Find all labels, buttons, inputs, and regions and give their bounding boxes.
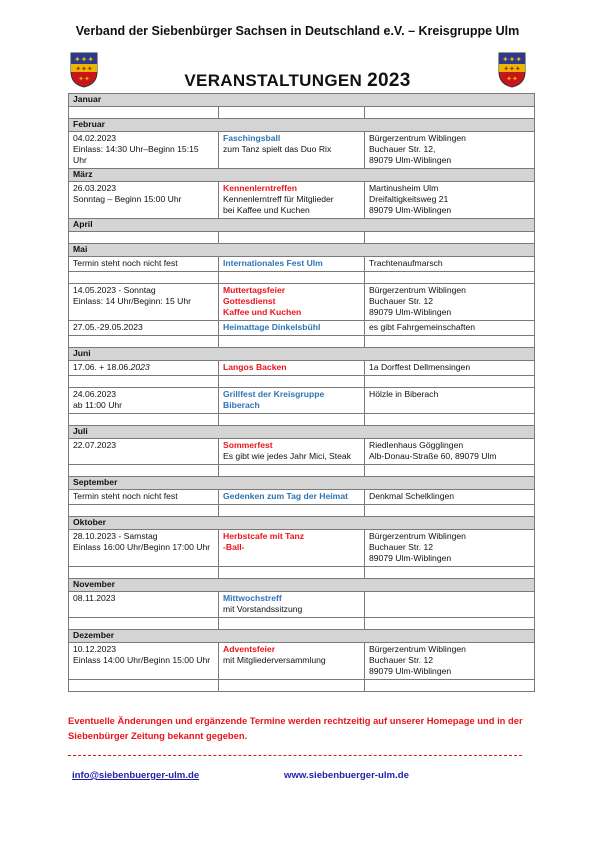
month-row-januar (69, 94, 535, 107)
table-row (69, 505, 535, 517)
event-title: Muttertagsfeier Gottesdienst Kaffee und Kuchen (219, 284, 365, 321)
email-link[interactable]: info@siebenbuerger-ulm.de (72, 770, 200, 781)
event-date: 10.12.2023 Einlass 14:00 Uhr/Beginn 15:00 Uhr (69, 643, 219, 680)
event-date: 26.03.2023 Sonntag – Beginn 15:00 Uhr (69, 182, 219, 219)
dashed-divider (68, 755, 522, 756)
month-row-april (69, 219, 535, 232)
title-text: VERANSTALTUNGEN (184, 71, 363, 90)
month-label: November (69, 579, 535, 592)
month-label: Mai (69, 244, 535, 257)
event-title: Sommerfest Es gibt wie jedes Jahr Mici, Steak (219, 439, 365, 465)
month-label: Juli (69, 426, 535, 439)
website-link[interactable]: www.siebenbuerger-ulm.de (284, 770, 409, 781)
month-label: Oktober (69, 517, 535, 530)
event-date: 24.06.2023 ab 11:00 Uhr (69, 388, 219, 414)
event-title: Faschingsball zum Tanz spielt das Duo Rix (219, 132, 365, 169)
table-row (69, 182, 535, 219)
event-title: Internationales Fest Ulm (219, 257, 365, 272)
event-date: 28.10.2023 - Samstag Einlass 16:00 Uhr/Beginn 17:00 Uhr (69, 530, 219, 567)
page-title (0, 70, 595, 92)
svg-text:✦✦✦: ✦✦✦ (75, 65, 93, 73)
event-date: 14.05.2023 - Sonntag Einlass: 14 Uhr/Beginn: 15 Uhr (69, 284, 219, 321)
event-location: Martinusheim Ulm Dreifaltigkeitsweg 21 89079 Ulm-Wiblingen (365, 182, 535, 219)
event-date: 04.02.2023 Einlass: 14:30 Uhr–Beginn 15:15 Uhr (69, 132, 219, 169)
event-title: Mittwochstreff mit Vorstandssitzung (219, 592, 365, 618)
event-title: Gedenken zum Tag der Heimat (219, 490, 365, 505)
event-date: 22.07.2023 (69, 439, 219, 465)
event-date: 08.11.2023 (69, 592, 219, 618)
table-row (69, 592, 535, 618)
month-label: April (69, 219, 535, 232)
table-row (69, 414, 535, 426)
table-row (69, 132, 535, 169)
month-row-februar (69, 119, 535, 132)
table-row (69, 272, 535, 284)
event-location: Bürgerzentrum Wiblingen Buchauer Str. 12 89079 Ulm-Wiblingen (365, 530, 535, 567)
event-date: 17.06. + 18.06.2023 (69, 361, 219, 376)
table-row (69, 618, 535, 630)
table-row (69, 361, 535, 376)
month-row-november (69, 579, 535, 592)
event-location: Bürgerzentrum Wiblingen Buchauer Str. 12, 89079 Ulm-Wiblingen (365, 132, 535, 169)
table-row (69, 284, 535, 321)
event-date: 27.05.-29.05.2023 (69, 321, 219, 336)
month-row-dezember (69, 630, 535, 643)
month-label: September (69, 477, 535, 490)
month-row-maerz (69, 169, 535, 182)
month-label: März (69, 169, 535, 182)
month-label: Februar (69, 119, 535, 132)
event-location (365, 592, 535, 618)
month-label: Juni (69, 348, 535, 361)
event-date: Termin steht noch nicht fest (69, 490, 219, 505)
event-title: Grillfest der Kreisgruppe Biberach (219, 388, 365, 414)
table-row (69, 567, 535, 579)
organization-header: Verband der Siebenbürger Sachsen in Deutschland e.V. – Kreisgruppe Ulm (75, 24, 520, 38)
svg-text:✦✦: ✦✦ (78, 75, 90, 83)
month-row-juli (69, 426, 535, 439)
event-location: Bürgerzentrum Wiblingen Buchauer Str. 12 89079 Ulm-Wiblingen (365, 284, 535, 321)
event-title: Heimattage Dinkelsbühl (219, 321, 365, 336)
month-label: Januar (69, 94, 535, 107)
svg-text:✦✦✦: ✦✦✦ (503, 65, 521, 73)
month-row-oktober (69, 517, 535, 530)
event-location: Trachtenaufmarsch (365, 257, 535, 272)
table-row (69, 232, 535, 244)
events-table (68, 93, 535, 692)
table-row (69, 439, 535, 465)
event-date: Termin steht noch nicht fest (69, 257, 219, 272)
table-row (69, 490, 535, 505)
table-row (69, 680, 535, 692)
svg-text:✦✦✦: ✦✦✦ (501, 55, 523, 64)
event-title: Kennenlerntreffen Kennenlerntreff für Mitglieder bei Kaffee und Kuchen (219, 182, 365, 219)
table-row (69, 376, 535, 388)
month-row-mai (69, 244, 535, 257)
table-row (69, 336, 535, 348)
table-row (69, 257, 535, 272)
event-location: es gibt Fahrgemeinschaften (365, 321, 535, 336)
event-location: Denkmal Schelklingen (365, 490, 535, 505)
table-row (69, 465, 535, 477)
month-label: Dezember (69, 630, 535, 643)
table-row (69, 321, 535, 336)
event-title: Adventsfeier mit Mitgliederversammlung (219, 643, 365, 680)
month-row-juni (69, 348, 535, 361)
event-location: 1a Dorffest Dellmensingen (365, 361, 535, 376)
event-title: Langos Backen (219, 361, 365, 376)
table-row (69, 643, 535, 680)
table-row (69, 530, 535, 567)
event-title: Herbstcafe mit Tanz -Ball- (219, 530, 365, 567)
changes-notice: Eventuelle Änderungen und ergänzende Termine werden rechtzeitig auf unserer Homepage und in der Siebenbürger Zeitung bekannt gegeben. (68, 715, 523, 741)
table-row (69, 388, 535, 414)
svg-text:✦✦: ✦✦ (506, 75, 518, 83)
title-year: 2023 (367, 70, 411, 91)
month-row-september (69, 477, 535, 490)
event-location: Hölzle in Biberach (365, 388, 535, 414)
svg-text:✦✦✦: ✦✦✦ (73, 55, 95, 64)
table-row (69, 107, 535, 119)
event-location: Riedlenhaus Gögglingen Alb-Donau-Straße 60, 89079 Ulm (365, 439, 535, 465)
event-location: Bürgerzentrum Wiblingen Buchauer Str. 12 89079 Ulm-Wiblingen (365, 643, 535, 680)
